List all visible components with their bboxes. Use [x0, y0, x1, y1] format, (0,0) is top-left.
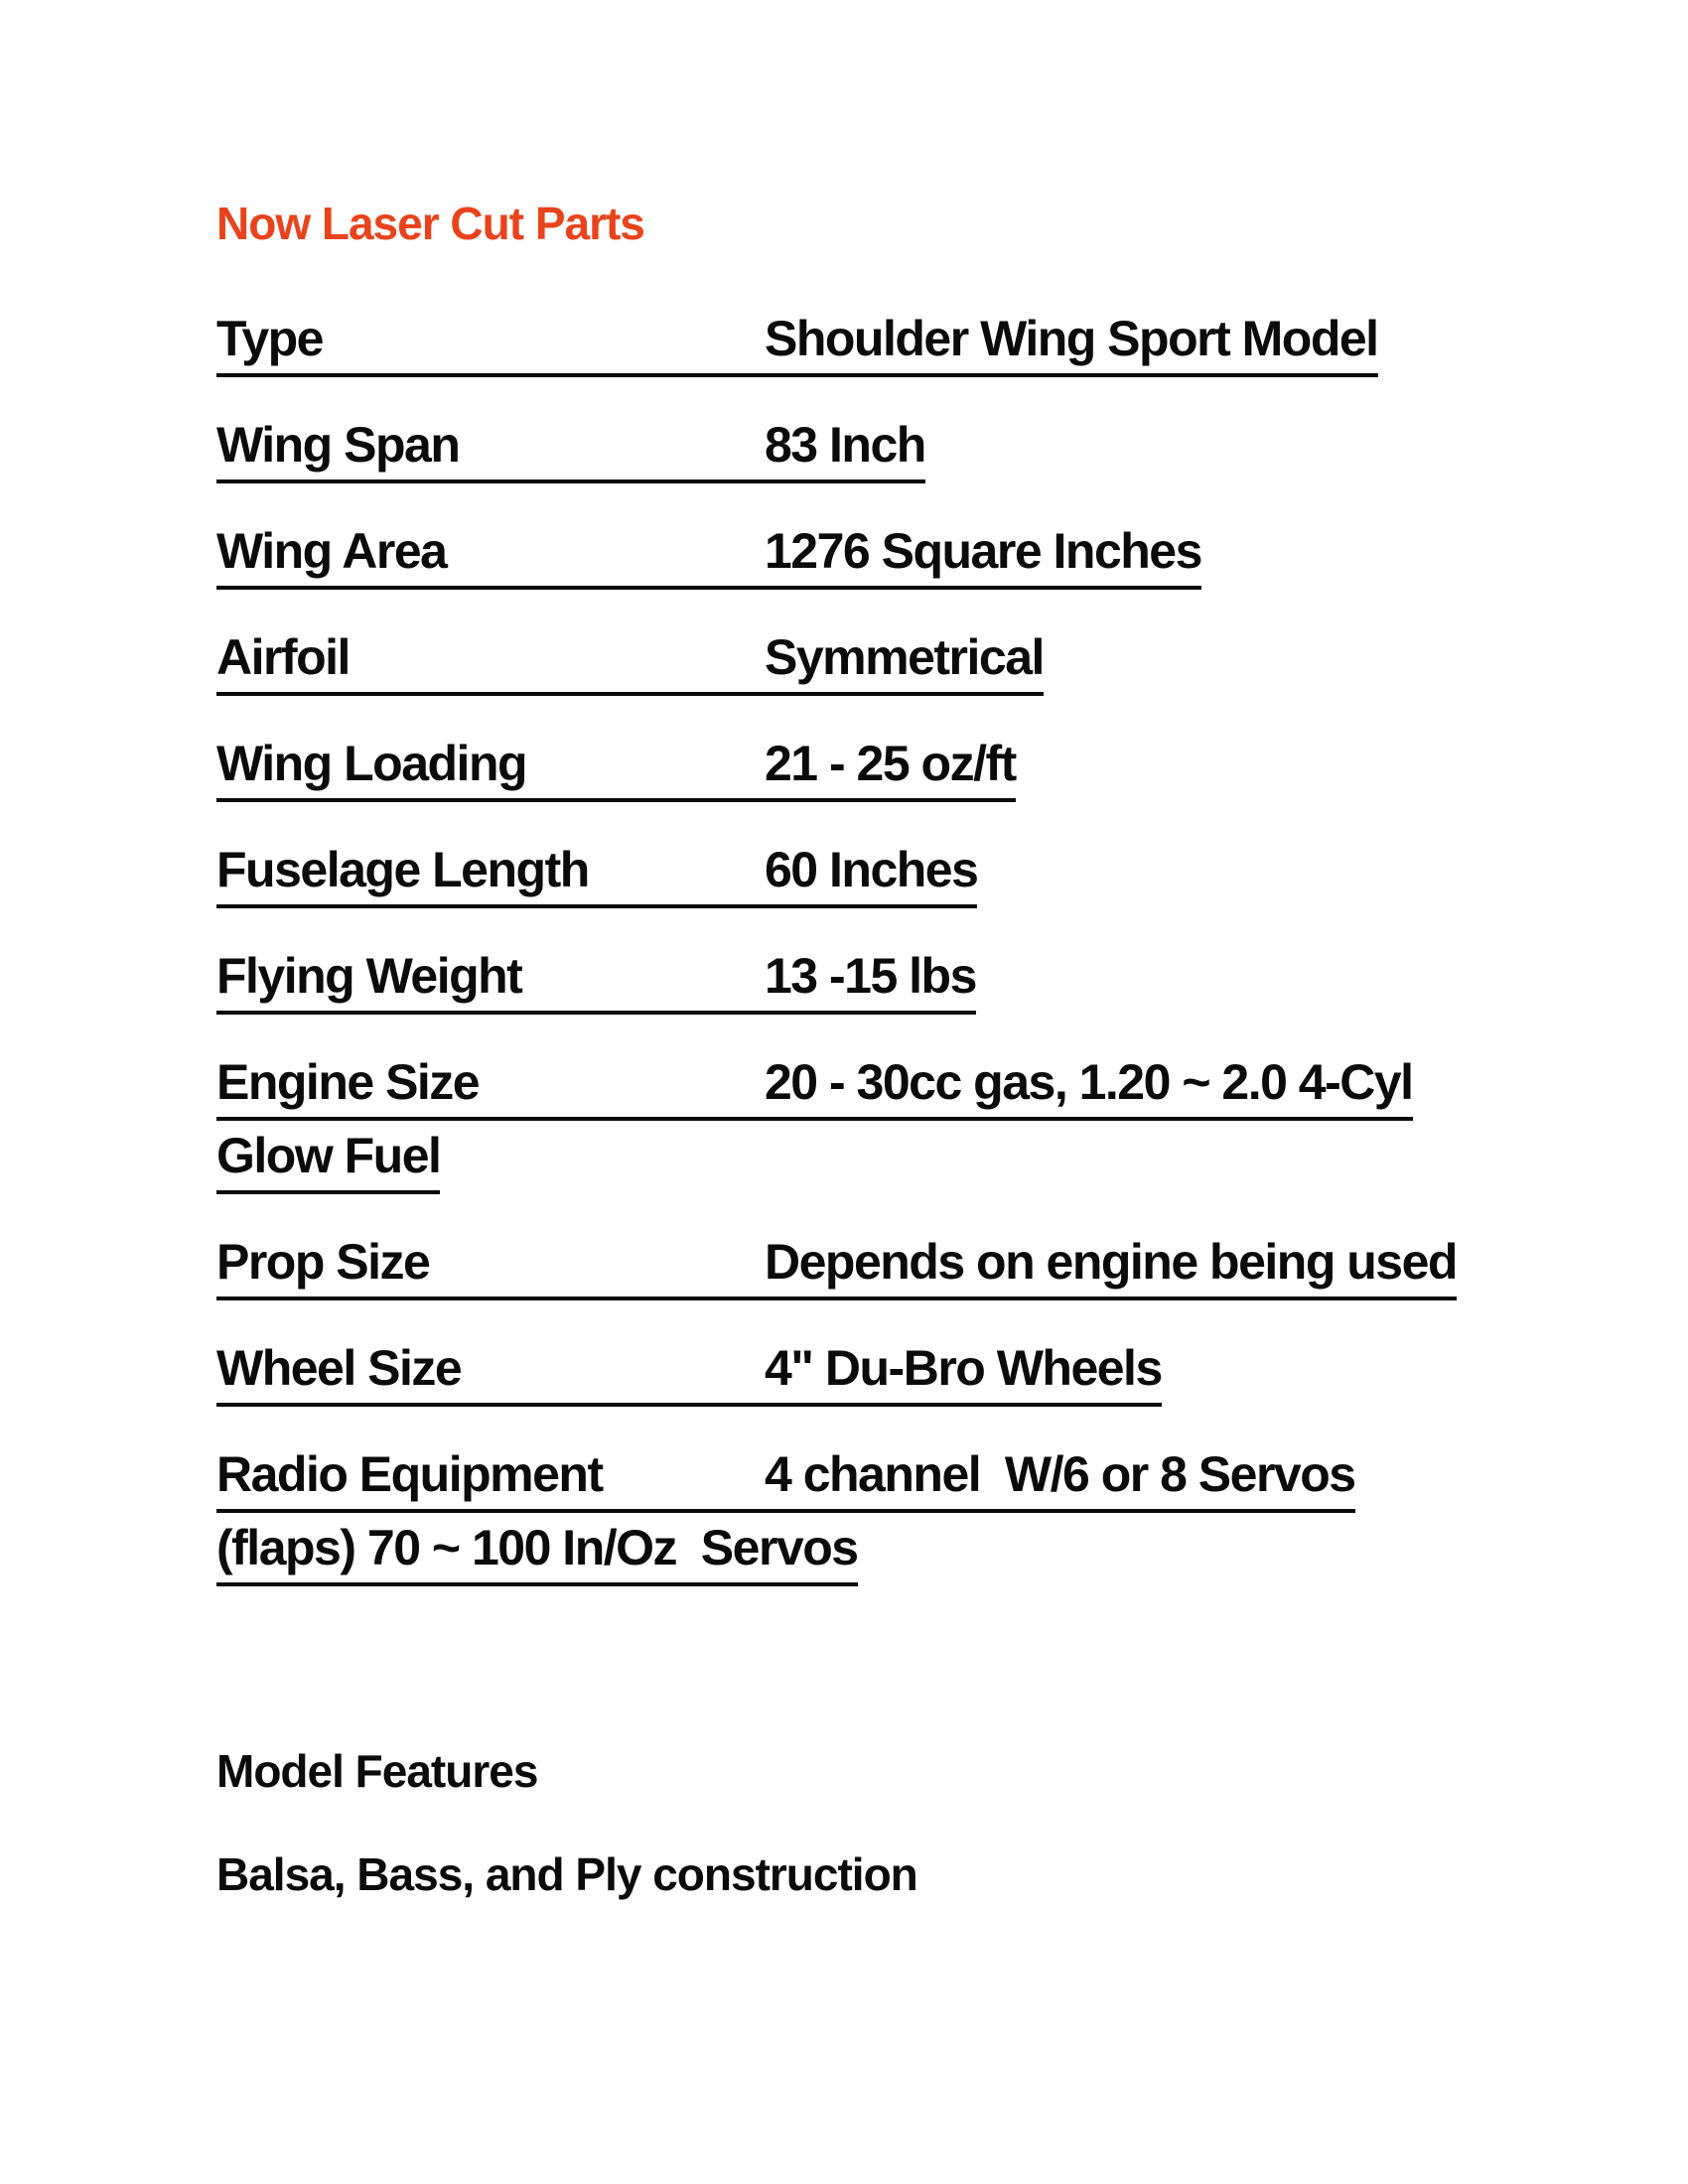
spec-value: 1276 Square Inches [765, 523, 1201, 579]
spec-line [216, 520, 1201, 590]
spec-line [216, 945, 976, 1015]
spec-line [216, 308, 1378, 377]
spec-row-type [216, 308, 1569, 377]
spec-value: 20 - 30cc gas, 1.20 ~ 2.0 4-Cyl [765, 1054, 1413, 1110]
spec-label: Prop Size [216, 1234, 430, 1290]
spec-row-wing-span [216, 414, 1569, 483]
spec-row-engine-size [216, 1051, 1569, 1194]
spec-value: 83 Inch [765, 417, 925, 473]
spec-value: 13 -15 lbs [765, 948, 976, 1004]
spec-wrap-line-holder [216, 1517, 1569, 1586]
spec-line [216, 839, 977, 908]
spec-label: Airfoil [216, 629, 350, 685]
spec-line [216, 626, 1044, 696]
spec-value: Shoulder Wing Sport Model [765, 311, 1378, 366]
spec-value: Depends on engine being used [765, 1234, 1457, 1290]
spec-wrap-line-holder [216, 1125, 1569, 1194]
spec-label: Flying Weight [216, 948, 522, 1004]
spec-value-continued: Glow Fuel [216, 1128, 441, 1183]
spec-line [216, 1443, 1355, 1513]
spec-line [216, 1337, 1162, 1407]
spec-line [216, 1231, 1457, 1300]
spec-value: Symmetrical [765, 629, 1044, 685]
spec-line [216, 1051, 1413, 1121]
spec-value: 60 Inches [765, 842, 978, 897]
spec-value-continued: (flaps) 70 ~ 100 In/Oz Servos [216, 1520, 858, 1575]
spec-row-flying-weight [216, 945, 1569, 1015]
spec-row-fuselage-length [216, 839, 1569, 908]
spec-value: 4 channel W/6 or 8 Servos [765, 1446, 1355, 1502]
spec-value: 21 - 25 oz/ft [765, 736, 1016, 791]
spec-row-prop-size [216, 1231, 1569, 1300]
spec-line [216, 733, 1016, 802]
spec-wrap-line [216, 1517, 858, 1586]
features-item: Balsa, Bass, and Ply construction [216, 1848, 917, 1900]
spec-line [216, 414, 925, 483]
spec-wrap-line [216, 1125, 440, 1194]
spec-label: Fuselage Length [216, 842, 589, 897]
spec-value: 4" Du-Bro Wheels [765, 1340, 1162, 1396]
spec-row-wing-area [216, 520, 1569, 590]
spec-label: Engine Size [216, 1054, 480, 1110]
spec-row-airfoil [216, 626, 1569, 696]
spec-row-wheel-size [216, 1337, 1569, 1407]
spec-label: Wing Loading [216, 736, 527, 791]
spec-label: Wheel Size [216, 1340, 462, 1396]
spec-row-radio-equipment [216, 1443, 1569, 1586]
spec-label: Wing Span [216, 417, 460, 473]
spec-row-wing-loading [216, 733, 1569, 802]
spec-label: Radio Equipment [216, 1446, 603, 1502]
page-title: Now Laser Cut Parts [216, 198, 644, 249]
spec-label: Wing Area [216, 523, 447, 579]
spec-label: Type [216, 311, 323, 366]
features-heading: Model Features [216, 1745, 538, 1797]
